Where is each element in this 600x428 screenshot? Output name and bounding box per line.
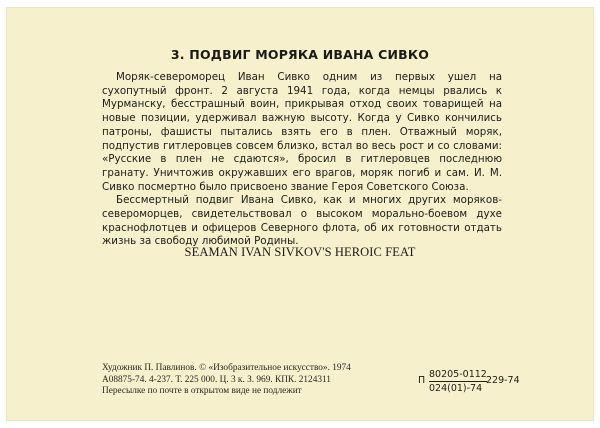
- catalog-suffix: 229-74: [486, 375, 520, 386]
- catalog-prefix: П: [418, 375, 426, 386]
- catalog-denominator: 024(01)-74: [429, 383, 483, 394]
- body-text: [102, 71, 502, 249]
- page-title: 3. ПОДВИГ МОРЯКА ИВАНА СИВКО: [170, 47, 430, 62]
- imprint-artist-line: Художник П. Павлинов. © «Изобразительное искусство». 1974: [102, 363, 351, 373]
- paragraph-1: Моряк-североморец Иван Сивко одним из первых ушел на сухопутный фронт. 2 августа 1941 года, когда немцы рвались к Мурманску, бесстрашный воин, прикрывая отход своих товарищей на новые позиции, удерживал важную высоту. Когда у Сивко кончились патроны, фашисты пытались взять его в плен. Отважный моряк, подпустив гитлеровцев совсем близко, встал во весь рост и со словами: «Русские в плен не сдаются», бросил в гитлеровцев последнюю гранату. Уничтожив окружавших его врагов, моряк погиб и сам. И. М. Сивко посмертно было присвоено звание Героя Советского Союза.: [102, 71, 502, 193]
- imprint-print-line: А08875-74. 4-237. Т. 225 000. Ц. 3 к. З. 969. КПК. 2124311: [102, 374, 331, 385]
- catalog-numerator: 80205-0112: [429, 369, 487, 380]
- imprint-block: [102, 363, 420, 398]
- catalog-fraction: [429, 369, 487, 394]
- english-title: SEAMAN IVAN SIVKOV'S HEROIC FEAT: [184, 245, 416, 259]
- postcard-back: [6, 7, 594, 421]
- paragraph-2: Бессмертный подвиг Ивана Сивко, как и многих других моряков-североморцев, свидетельствовал о высоком морально-боевом духе краснофлотцев и офицеров Северного флота, об их готовности отдать жизнь за свободу любимой Родины.: [102, 194, 502, 248]
- imprint-postal-note: Пересылке по почте в открытом виде не подлежит: [102, 386, 302, 396]
